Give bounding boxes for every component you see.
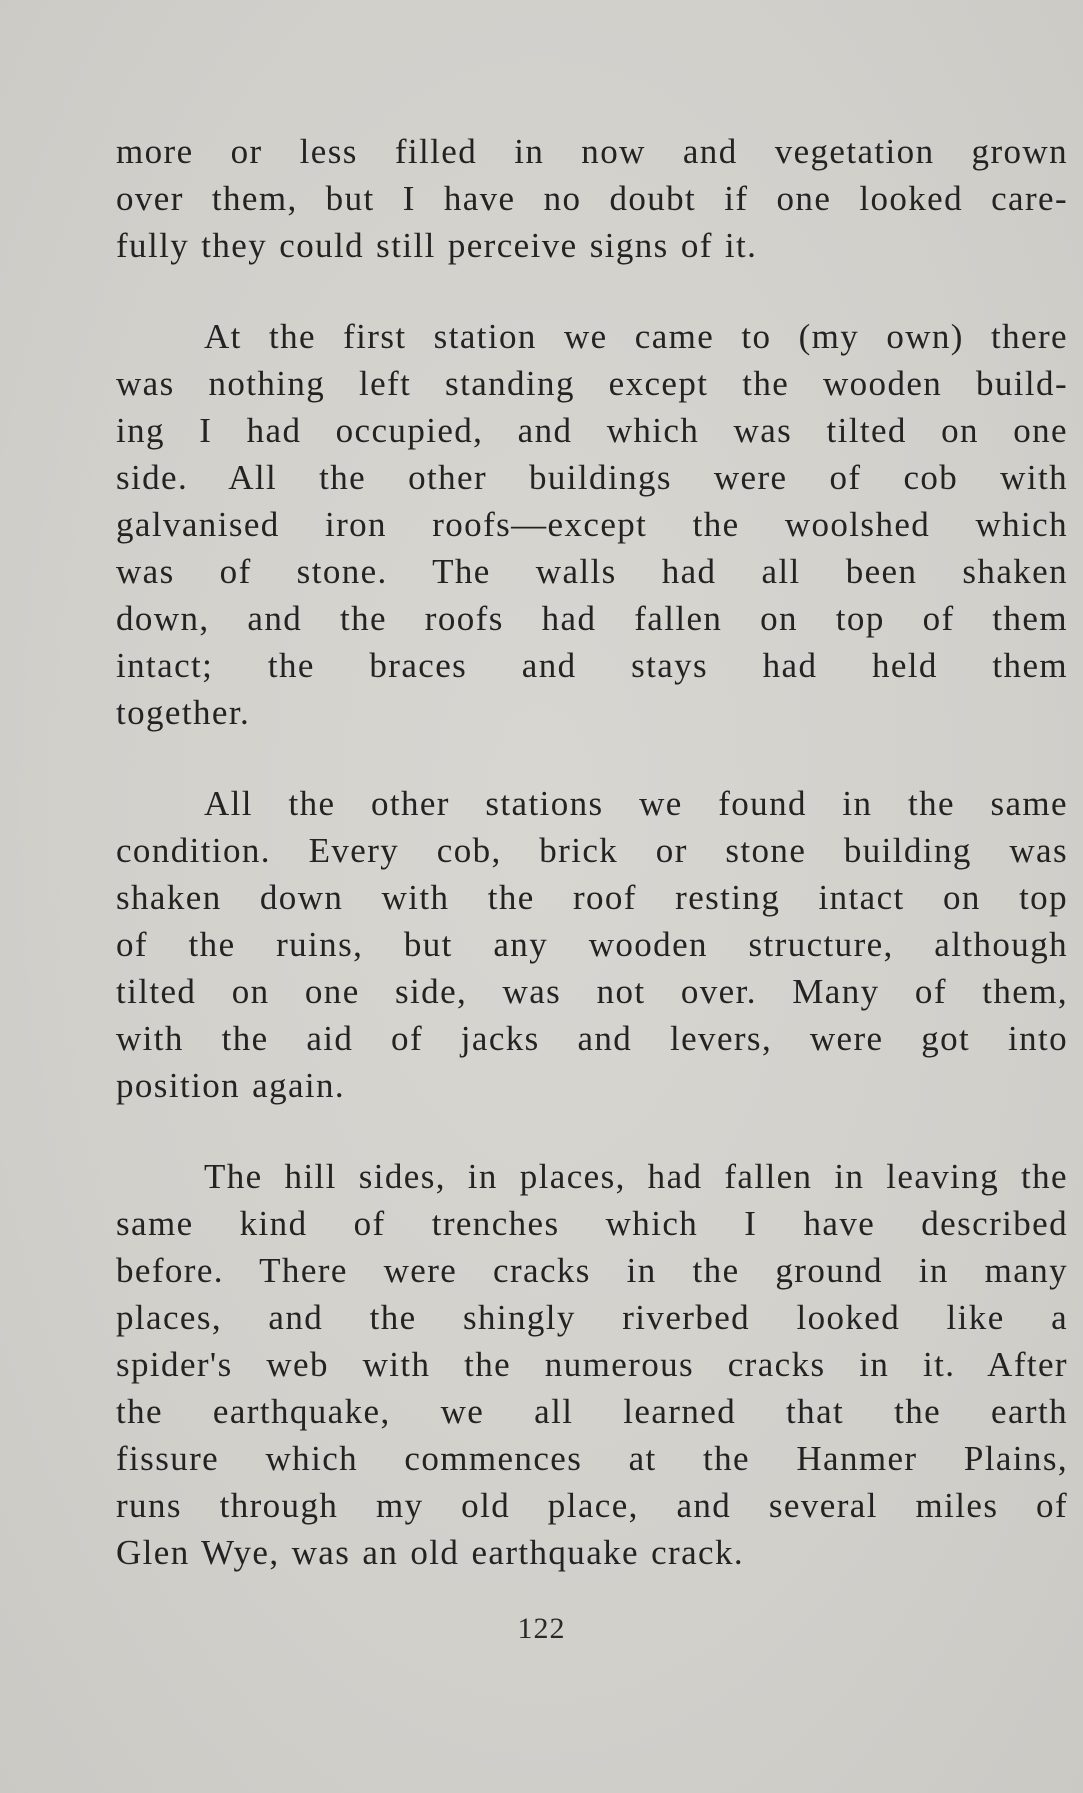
paragraph-3 (116, 780, 1068, 1109)
text-line: of the ruins, but any wooden structure, although (116, 925, 1068, 964)
text-line: spider's web with the numerous cracks in it. After (116, 1345, 1068, 1384)
text-line: Glen Wye, was an old earthquake crack. (116, 1533, 745, 1572)
text-line: shaken down with the roof resting intact on top (116, 878, 1068, 917)
text-line: fissure which commences at the Hanmer Plains, (116, 1439, 1068, 1478)
text-line: intact; the braces and stays had held them (116, 646, 1068, 685)
text-line: the earthquake, we all learned that the earth (116, 1392, 1068, 1431)
text-line: All the other stations we found in the same (204, 784, 1068, 823)
text-line: galvanised iron roofs—except the woolshed which (116, 505, 1068, 544)
text-line: together. (116, 693, 251, 732)
text-line: down, and the roofs had fallen on top of them (116, 599, 1068, 638)
text-line: same kind of trenches which I have described (116, 1204, 1068, 1243)
text-line: tilted on one side, was not over. Many of them, (116, 972, 1068, 1011)
text-line: was of stone. The walls had all been shaken (116, 552, 1068, 591)
text-line: over them, but I have no doubt if one looked care- (116, 179, 1068, 218)
text-line: runs through my old place, and several miles of (116, 1486, 1068, 1525)
text-line: ing I had occupied, and which was tilted on one (116, 411, 1068, 450)
paragraph-4 (116, 1153, 1068, 1576)
paragraph-2 (116, 313, 1068, 736)
paragraph-1 (116, 128, 1068, 269)
page-number: 122 (517, 1612, 566, 1645)
text-line: The hill sides, in places, had fallen in leaving the (204, 1157, 1068, 1196)
text-line: At the first station we came to (my own) there (204, 317, 1068, 356)
text-line: places, and the shingly riverbed looked like a (116, 1298, 1068, 1337)
text-line: before. There were cracks in the ground in many (116, 1251, 1068, 1290)
text-line: fully they could still perceive signs of it. (116, 226, 758, 265)
text-line: condition. Every cob, brick or stone building was (116, 831, 1068, 870)
text-line: position again. (116, 1066, 346, 1105)
text-line: with the aid of jacks and levers, were got into (116, 1019, 1068, 1058)
text-line: more or less filled in now and vegetation grown (116, 132, 1068, 171)
body-text (116, 128, 1068, 1620)
text-line: side. All the other buildings were of cob with (116, 458, 1068, 497)
text-line: was nothing left standing except the wooden build- (116, 364, 1068, 403)
